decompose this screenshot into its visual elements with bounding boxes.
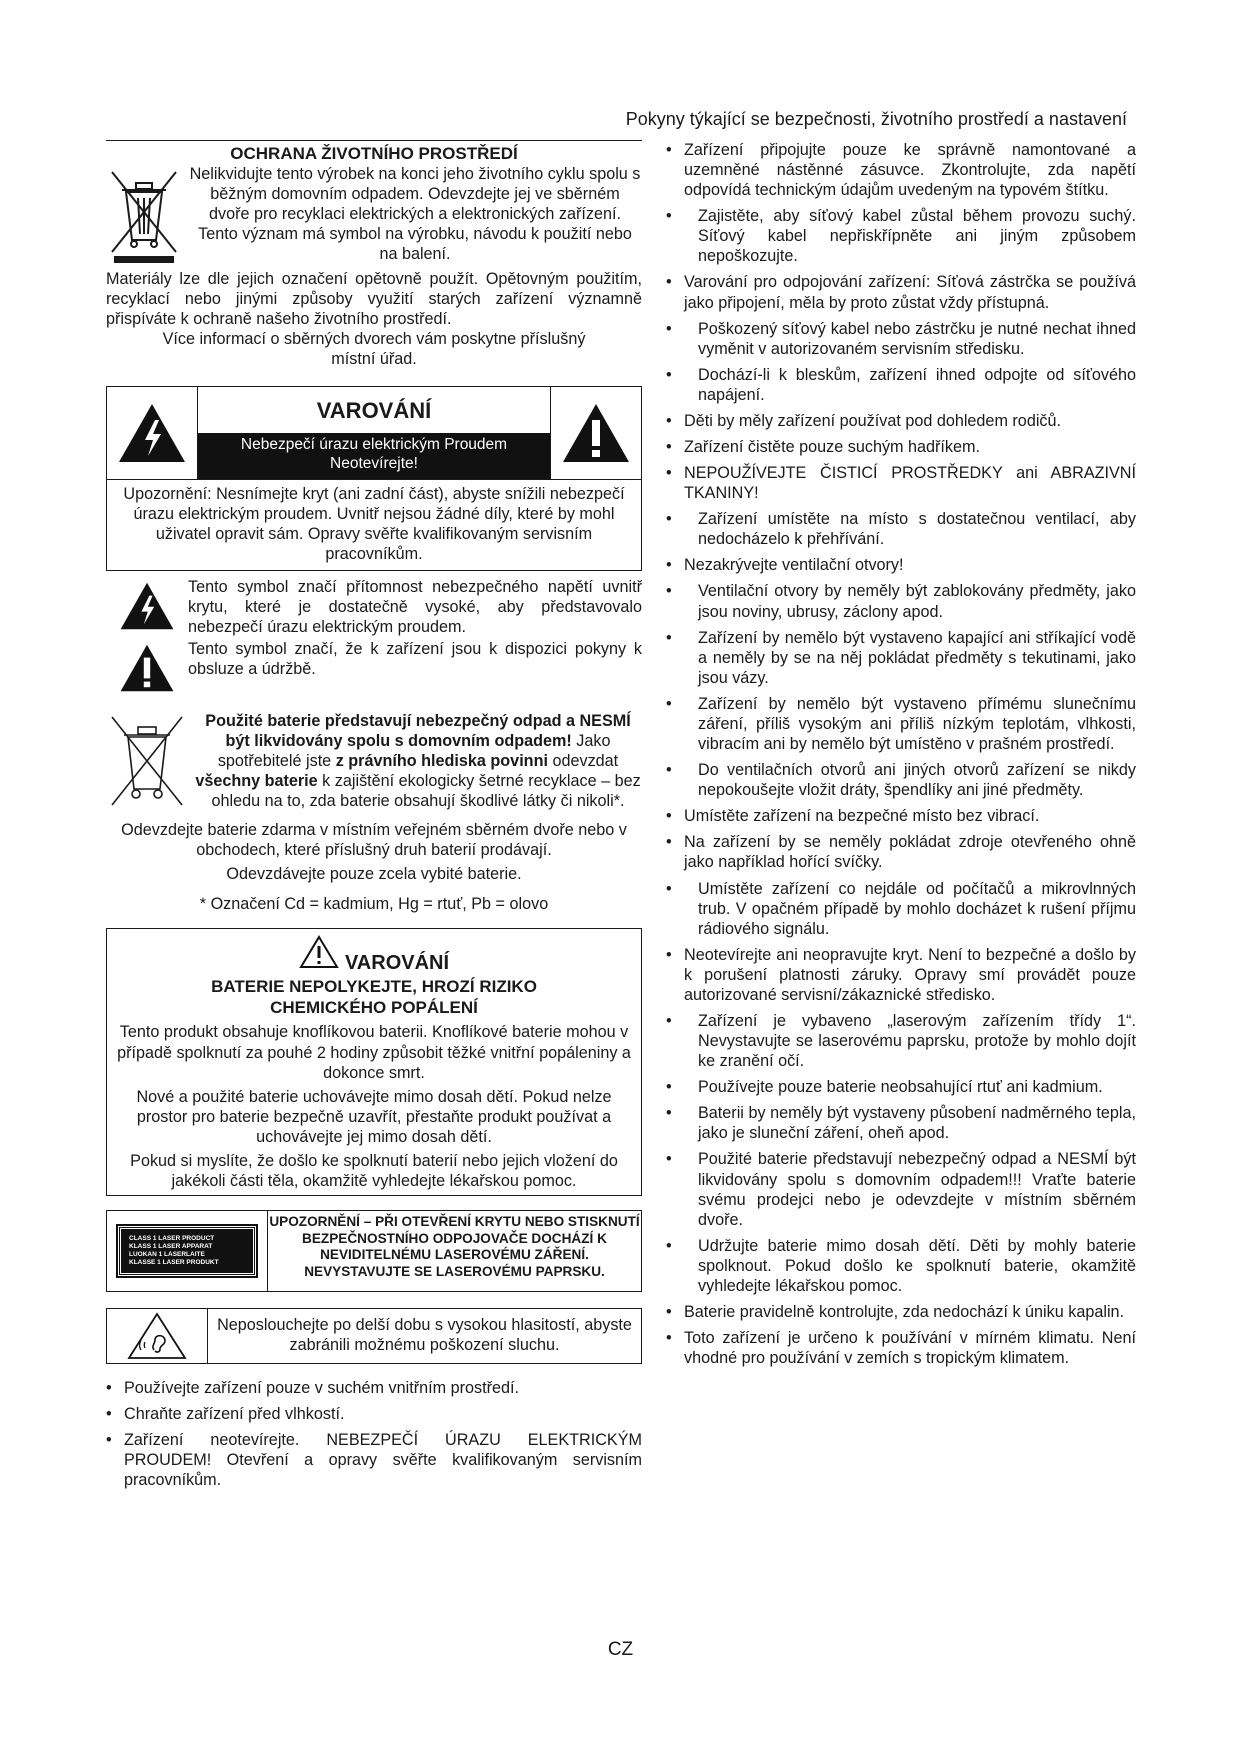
list-item: • Dochází-li k bleskům, zařízení ihned odpojte od síťového napájení. [666, 365, 1136, 405]
info-symbol-text: Tento symbol značí, že k zařízení jsou k dispozici pokyny k obsluze a údržbě. [188, 640, 642, 679]
hearing-damage-icon [107, 1309, 208, 1363]
list-item: • Chraňte zařízení před vlhkostí. [106, 1404, 642, 1424]
list-item: • NEPOUŽÍVEJTE ČISTICÍ PROSTŘEDKY ani ABRAZIVNÍ TKANINY! [666, 463, 1136, 503]
battery-chemical-note: * Označení Cd = kadmium, Hg = rtuť, Pb = olovo [199, 895, 549, 914]
list-item: • Ventilační otvory by neměly být zablokovány předměty, jako jsou noviny, ubrusy, záclony apod. [666, 581, 1136, 621]
battery-return-text: Odevzdejte baterie zdarma v místním veřejném sběrném dvoře nebo v obchodech, které příslušný druh baterií prodávají. [121, 821, 627, 860]
list-item: • Zařízení umístěte na místo s dostatečnou ventilací, aby nedocházelo k přehřívání. [666, 509, 1136, 549]
list-item: • Používejte pouze baterie neobsahující rtuť ani kadmium. [666, 1077, 1136, 1097]
list-item: • Umístěte zařízení co nejdále od počítačů a mikrovlnných trub. V opačném případě by mohlo docházet k rušení příjmu rádiového signálu. [666, 879, 1136, 939]
weee-bin-icon [106, 164, 188, 269]
left-bullet-list [106, 1378, 642, 1490]
battery-text-normal-2: odevzdat [547, 752, 619, 771]
list-item: • Baterii by neměly být vystaveny působení nadměrného tepla, jako je sluneční záření, oheň apod. [666, 1103, 1136, 1143]
list-item: • Udržujte baterie mimo dosah dětí. Děti by mohly baterie spolknout. Pokud došlo ke spolknutí baterie, okamžitě vyhledejte lékařskou pomoc. [666, 1236, 1136, 1296]
environment-text-2: Materiály lze dle jejich označení opětovně použít. Opětovným použitím, recyklací nebo jinými způsoby využití starých zařízení významně přispíváte k ochraně našeho životního prostředí. [106, 270, 642, 329]
list-item: • Baterie pravidelně kontrolujte, zda nedochází k úniku kapalin. [666, 1302, 1136, 1322]
electric-warning-body: Upozornění: Nesnímejte kryt (ani zadní část), abyste snížili nebezpečí úrazu elektrickým proudem. Uvnitř nejsou žádné díly, které by mohl uživatel opravit sám. Opravy svěřte kvalifikovaným servisním pracovníkům. [123, 484, 625, 563]
laser-label-line: KLASSE 1 LASER PRODUKT [129, 1258, 219, 1266]
battery-warning-p1: Tento produkt obsahuje knoflíkovou baterii. Knoflíkové baterie mohou v případě spolknutí za pouhé 2 hodiny způsobit těžké vnitřní popáleniny a dokonce smrt. [117, 1023, 631, 1082]
list-item: • Zařízení je vybaveno „laserovým zařízením třídy 1“. Nevystavujte se laserovému paprsku, protože by mohlo dojít ke zranění očí. [666, 1011, 1136, 1071]
list-item: • Používejte zařízení pouze v suchém vnitřním prostředí. [106, 1378, 642, 1398]
list-item: • Zařízení by nemělo být vystaveno přímému slunečnímu záření, příliš vysokým ani příliš nízkým teplotám, vlhkosti, vibracím ani by nemělo být umístěno v prašném prostředí. [666, 694, 1136, 754]
list-item: • Zajistěte, aby síťový kabel zůstal během provozu suchý. Síťový kabel nepřiskřípněte ani jiným způsobem nepoškozujte. [666, 206, 1136, 266]
battery-text-bold-3: všechny baterie [195, 772, 318, 791]
electric-warning-box [106, 386, 642, 571]
right-column [666, 140, 1136, 1374]
battery-text-bold-2: z právního hlediska povinni [335, 752, 548, 771]
laser-class-label [118, 1226, 256, 1275]
list-item: • Zařízení by nemělo být vystaveno kapající ani stříkající vodě a neměly by se na něj pokládat předměty s tekutinami, jako jsou vázy. [666, 628, 1136, 688]
laser-label-line: CLASS 1 LASER PRODUCT [129, 1235, 215, 1243]
battery-warning-title: VAROVÁNÍ [344, 952, 450, 975]
laser-warning-box [106, 1210, 642, 1292]
voltage-symbol-text: Tento symbol značí přítomnost nebezpečného napětí uvnitř krytu, které je dostatečně vysoké, aby představovalo nebezpečí úrazu elektrickým proudem. [188, 577, 642, 637]
left-column [106, 140, 642, 1496]
environment-text-3: Více informací o sběrných dvorech vám poskytne příslušný místní úřad. [162, 330, 586, 369]
battery-warning-p2: Nové a použité baterie uchovávejte mimo dosah dětí. Pokud nelze prostor pro baterie bezpečně uzavřít, přestaňte produkt používat a uchovávejte jej mimo dosah dětí. [136, 1087, 612, 1146]
voltage-symbol-icon [106, 577, 188, 637]
page-header: Pokyny týkající se bezpečnosti, životního prostředí a nastavení [625, 109, 1127, 129]
laser-label-line: LUOKAN 1 LASERLAITE [129, 1251, 205, 1259]
battery-warning-box [106, 928, 642, 1196]
electric-warning-title: VAROVÁNÍ [316, 397, 432, 423]
battery-bin-icon [106, 711, 194, 816]
list-item: • Zařízení čistěte pouze suchým hadříkem. [666, 437, 1136, 457]
environment-text-1: Nelikvidujte tento výrobek na konci jeho životního cyklu spolu s běžným domovním odpadem. Odevzdejte jej ve sběrném dvoře pro recyklaci elektrických a elektronických zařízení. Tento význam má symbol na výrobku, návodu k použití nebo na balení. [189, 165, 641, 264]
warning-triangle-icon [299, 935, 339, 976]
list-item: • Umístěte zařízení na bezpečné místo bez vibrací. [666, 806, 1136, 826]
battery-discharged-text: Odevzdávejte pouze zcela vybité baterie. [226, 865, 522, 884]
battery-text-normal-1: Jako spotřebitelé jste [217, 732, 611, 771]
list-item: • Neotevírejte ani neopravujte kryt. Není to bezpečné a došlo by k porušení platnosti záruky. Opravy smí provádět pouze autorizované servisní/zákaznické středisko. [666, 945, 1136, 1005]
electric-warning-subtitle: Nebezpečí úrazu elektrickým Proudem Neotevírejte! [198, 433, 550, 479]
list-item: • Poškozený síťový kabel nebo zástrčku je nutné nechat ihned vyměnit v autorizovaném servisním středisku. [666, 319, 1136, 359]
list-item: • Nezakrývejte ventilační otvory! [666, 555, 1136, 575]
exclamation-icon [551, 387, 641, 479]
hearing-warning-box [106, 1308, 642, 1364]
list-item: • Varování pro odpojování zařízení: Síťová zástrčka se používá jako připojení, měla by proto zůstat vždy přístupná. [666, 272, 1136, 312]
high-voltage-icon [107, 387, 197, 479]
list-item: • Použité baterie představují nebezpečný odpad a NESMÍ být likvidovány spolu s domovním odpadem!!! Vraťte baterie svému prodejci nebo je odevzdejte v místním sběrném dvoře. [666, 1149, 1136, 1229]
list-item: • Zařízení připojujte pouze ke správně namontované a uzemněné nástěnné zásuvce. Zkontrolujte, zda napětí odpovídá technickým údajům uvedeným na typovém štítku. [666, 140, 1136, 200]
environment-title: OCHRANA ŽIVOTNÍHO PROSTŘEDÍ [106, 140, 642, 164]
laser-warning-text: UPOZORNĚNÍ – PŘI OTEVŘENÍ KRYTU NEBO STISKNUTÍ BEZPEČNOSTNÍHO ODPOJOVAČE DOCHÁZÍ K NEVIDITELNÉMU LASEROVÉMU ZÁŘENÍ. NEVYSTAVUJTE SE LASEROVÉMU PAPRSKU. [269, 1214, 640, 1279]
list-item: • Zařízení neotevírejte. NEBEZPEČÍ ÚRAZU ELEKTRICKÝM PROUDEM! Otevření a opravy svěřte kvalifikovaným servisním pracovníkům. [106, 1430, 642, 1490]
battery-warning-p3: Pokud si myslíte, že došlo ke spolknutí baterií nebo jejich vložení do jakékoli části těla, okamžitě vyhledejte lékařskou pomoc. [130, 1151, 618, 1190]
list-item: • Na zařízení by se neměly pokládat zdroje otevřeného ohně jako například hořící svíčky. [666, 832, 1136, 872]
battery-disposal-text [194, 711, 642, 816]
battery-text-bold-1: Použité baterie představují nebezpečný odpad a NESMÍ být likvidovány spolu s domovním odpadem! [205, 712, 631, 751]
hearing-warning-text: Neposlouchejte po delší dobu s vysokou hlasitostí, abyste zabránili možnému poškození sluchu. [217, 1316, 632, 1355]
list-item: • Do ventilačních otvorů ani jiných otvorů zařízení se nikdy nepokoušejte vložit dráty, špendlíky ani jiné předměty. [666, 760, 1136, 800]
list-item: • Toto zařízení je určeno k používání v mírném klimatu. Není vhodné pro používání v zemích s tropickým klimatem. [666, 1328, 1136, 1368]
right-bullet-list [666, 140, 1136, 1368]
battery-text-normal-3: k zajištění ekologicky šetrné recyklace – bez ohledu na to, zda baterie obsahují škodlivé látky či nikoli*. [211, 772, 641, 811]
info-symbol-icon [106, 639, 188, 693]
battery-warning-subtitle: BATERIE NEPOLYKEJTE, HROZÍ RIZIKO CHEMICKÉHO POPÁLENÍ [211, 977, 537, 1018]
page-footer: CZ [607, 1639, 634, 1660]
laser-label-line: KLASS 1 LASER APPARAT [129, 1243, 213, 1251]
list-item: • Děti by měly zařízení používat pod dohledem rodičů. [666, 411, 1136, 431]
